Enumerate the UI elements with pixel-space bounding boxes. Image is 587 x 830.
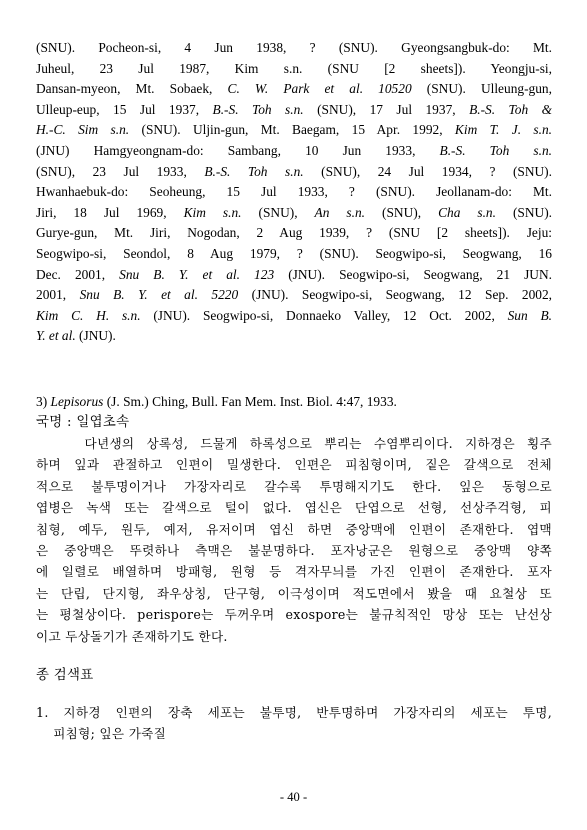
specimen-line: (SNU). Pocheon-si, 4 Jun 1938, ? (SNU). Gyeongsangbuk-do: Mt. [36,40,552,55]
description-line: 엽병은 녹색 또는 갈색으로 털이 없다. 엽신은 단엽으로 선형, 선상주걱형, 피 [36,500,552,516]
genus-citation: (J. Sm.) Ching, Bull. Fan Mem. Inst. Biol. 4:47, 1933. [106,394,397,409]
key-heading: 종 검색표 [36,668,94,683]
specimen-line: (SNU), 23 Jul 1933, B.-S. Toh s.n. (SNU), 24 Jul 1934, ? (SNU). [36,163,552,179]
genus-heading [36,392,397,412]
specimen-line: 2001, Snu B. Y. et al. 5220 (JNU). Seogwipo-si, Seogwang, 12 Sep. 2002, [36,287,553,303]
specimen-line: Kim C. H. s.n. (JNU). Seogwipo-si, Donnaeko Valley, 12 Oct. 2002, Sun B. [36,307,553,323]
specimen-line: H.-C. Sim s.n. (SNU). Uljin-gun, Mt. Baegam, 15 Apr. 1992, Kim T. J. s.n. [36,122,553,138]
description-line: 은 중앙맥은 뚜렷하나 측맥은 불분명하다. 포자낭군은 원형으로 중앙맥 양쪽 [36,543,552,558]
specimen-line: Dec. 2001, Snu B. Y. et al. 123 (JNU). Seogwipo-si, Seogwang, 21 JUN. [36,266,552,282]
description-line: 하며 잎과 관절하고 인편이 밀생한다. 인편은 피침형이며, 짙은 갈색으로 전체 [36,457,552,473]
description-line: 에 일렬로 배열하며 방패형, 원형 등 격자무늬를 가진 인편이 존재한다. 포자 [36,564,552,580]
description-line: 적으로 불투명이거나 가장자리로 갈수록 투명해지기도 한다. 잎은 동형으로 [36,478,552,494]
page-number: - 40 - [279,790,308,804]
genus-name: Lepisorus [50,394,104,409]
key-line: 1. 지하경 인편의 장축 세포는 불투명, 반투명하며 가장자리의 세포는 투명, [36,705,552,720]
description-line: 침형, 예두, 원두, 예저, 유저이며 엽신 하면 중앙맥에 인편이 존재한다. 엽맥 [36,521,552,537]
specimen-line: Hwanhaebuk-do: Seoheung, 15 Jul 1933, ? (SNU). Jeollanam-do: Mt. [36,184,552,200]
specimen-line: Jiri, 18 Jul 1969, Kim s.n. (SNU), An s.n. (SNU), Cha s.n. (SNU). [36,204,553,220]
specimen-line: Dansan-myeon, Mt. Sobaek, C. W. Park et al. 10520 (SNU). Ulleung-gun, [36,81,552,97]
specimen-line: Gurye-gun, Mt. Jiri, Nogodan, 2 Aug 1939, ? (SNU [2 sheets]). Jeju: [36,225,552,241]
key-line: 피침형; 잎은 가죽질 [36,726,167,741]
specimen-line: Juheul, 23 Jul 1987, Kim s.n. (SNU [2 sheets]). Yeongju-si, [36,60,552,76]
specimen-line: Seogwipo-si, Seondol, 8 Aug 1979, ? (SNU). Seogwipo-si, Seogwang, 16 [36,246,552,261]
specimen-line: Y. et al. (JNU). [36,328,116,344]
korean-name: 국명 : 일엽초속 [36,415,130,430]
specimen-line: (JNU) Hamgyeongnam-do: Sambang, 10 Jun 1933, B.-S. Toh s.n. [36,143,552,158]
specimen-line: Ulleup-eup, 15 Jul 1937, B.-S. Toh s.n. (SNU), 17 Jul 1937, B.-S. Toh & [36,101,553,117]
description-line: 는 평철상이다. perispore는 두꺼우며 exospore는 불규칙적인 망상 또는 난선상 [36,607,552,623]
description-line: 다년생의 상록성, 드물게 하록성으로 뿌리는 수염뿌리이다. 지하경은 횡주 [36,436,552,451]
description-line: 는 단립, 단지형, 좌우상칭, 단구형, 이극성이며 적도면에서 봤을 때 요철상 또 [36,585,552,601]
description-line: 이고 두상돌기가 존재하기도 한다. [36,628,228,644]
genus-number: 3) [36,394,48,409]
